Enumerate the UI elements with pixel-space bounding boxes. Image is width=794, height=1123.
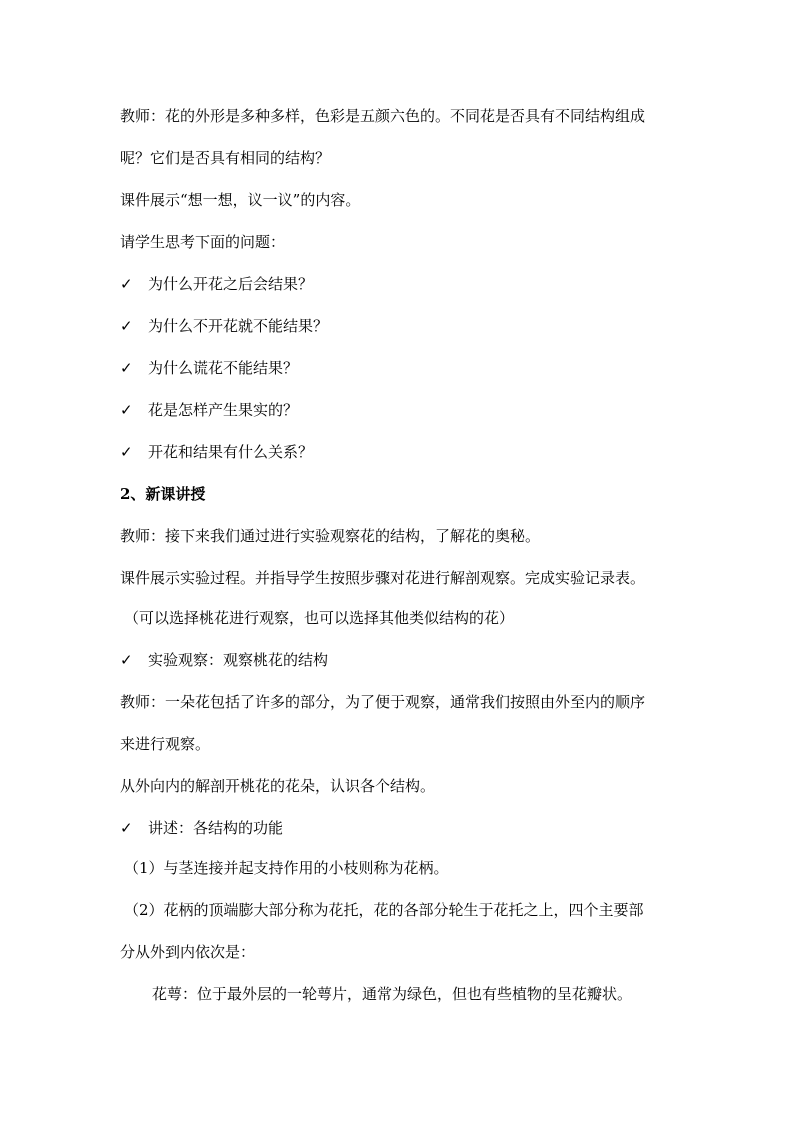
check-item-text: 实验观察：观察桃花的结构 <box>148 651 329 669</box>
paragraph-calyx: 花萼：位于最外层的一轮萼片，通常为绿色，但也有些植物的呈花瓣状。 <box>152 985 633 1003</box>
paragraph-teacher-question-line1: 教师：花的外形是多种多样，色彩是五颜六色的。不同花是否具有不同结构组成 <box>120 107 646 125</box>
check-item-text: 讲述：各结构的功能 <box>148 819 284 837</box>
paragraph-teacher-question-line2: 呢？它们是否具有相同的结构？ <box>120 149 331 167</box>
check-item-4 <box>120 400 298 420</box>
paragraph-point-1: （1）与茎连接并起支持作用的小枝则称为花柄。 <box>124 859 449 877</box>
paragraph-courseware-process: 课件展示实验过程。并指导学生按照步骤对花进行解剖观察。完成实验记录表。 <box>120 569 646 587</box>
paragraph-point-2-line1: （2）花柄的顶端膨大部分称为花托，花的各部分轮生于花托之上，四个主要部 <box>124 901 644 919</box>
paragraph-peach-blossom-note: （可以选择桃花进行观察，也可以选择其他类似结构的花） <box>124 609 515 627</box>
check-item-experiment <box>120 650 328 670</box>
check-item-5 <box>120 442 313 462</box>
checkmark-icon: ✓ <box>120 317 133 335</box>
check-item-3 <box>120 358 298 378</box>
paragraph-teacher-flower-parts-line2: 来进行观察。 <box>120 735 211 753</box>
paragraph-dissect: 从外向内的解剖开桃花的花朵，认识各个结构。 <box>120 777 436 795</box>
paragraph-teacher-flower-parts-line1: 教师：一朵花包括了许多的部分，为了便于观察，通常我们按照由外至内的顺序 <box>120 693 646 711</box>
check-item-1 <box>120 274 313 294</box>
check-item-text: 开花和结果有什么关系？ <box>148 443 314 461</box>
check-item-text: 花是怎样产生果实的？ <box>148 401 299 419</box>
checkmark-icon: ✓ <box>120 443 133 461</box>
paragraph-teacher-experiment: 教师：接下来我们通过进行实验观察花的结构，了解花的奥秘。 <box>120 527 541 545</box>
checkmark-icon: ✓ <box>120 401 133 419</box>
checkmark-icon: ✓ <box>120 651 133 669</box>
checkmark-icon: ✓ <box>120 819 133 837</box>
check-item-text: 为什么开花之后会结果？ <box>148 275 314 293</box>
paragraph-courseware-think: 课件展示“想一想，议一议”的内容。 <box>120 191 361 209</box>
check-item-structure-functions <box>120 818 283 838</box>
section-heading-new-lesson: 2、新课讲授 <box>120 485 206 503</box>
check-item-text: 为什么谎花不能结果？ <box>148 359 299 377</box>
paragraph-point-2-line2: 分从外到内依次是： <box>120 943 256 961</box>
check-item-text: 为什么不开花就不能结果？ <box>148 317 329 335</box>
paragraph-student-questions-intro: 请学生思考下面的问题： <box>120 233 286 251</box>
check-item-2 <box>120 316 328 336</box>
checkmark-icon: ✓ <box>120 275 133 293</box>
checkmark-icon: ✓ <box>120 359 133 377</box>
